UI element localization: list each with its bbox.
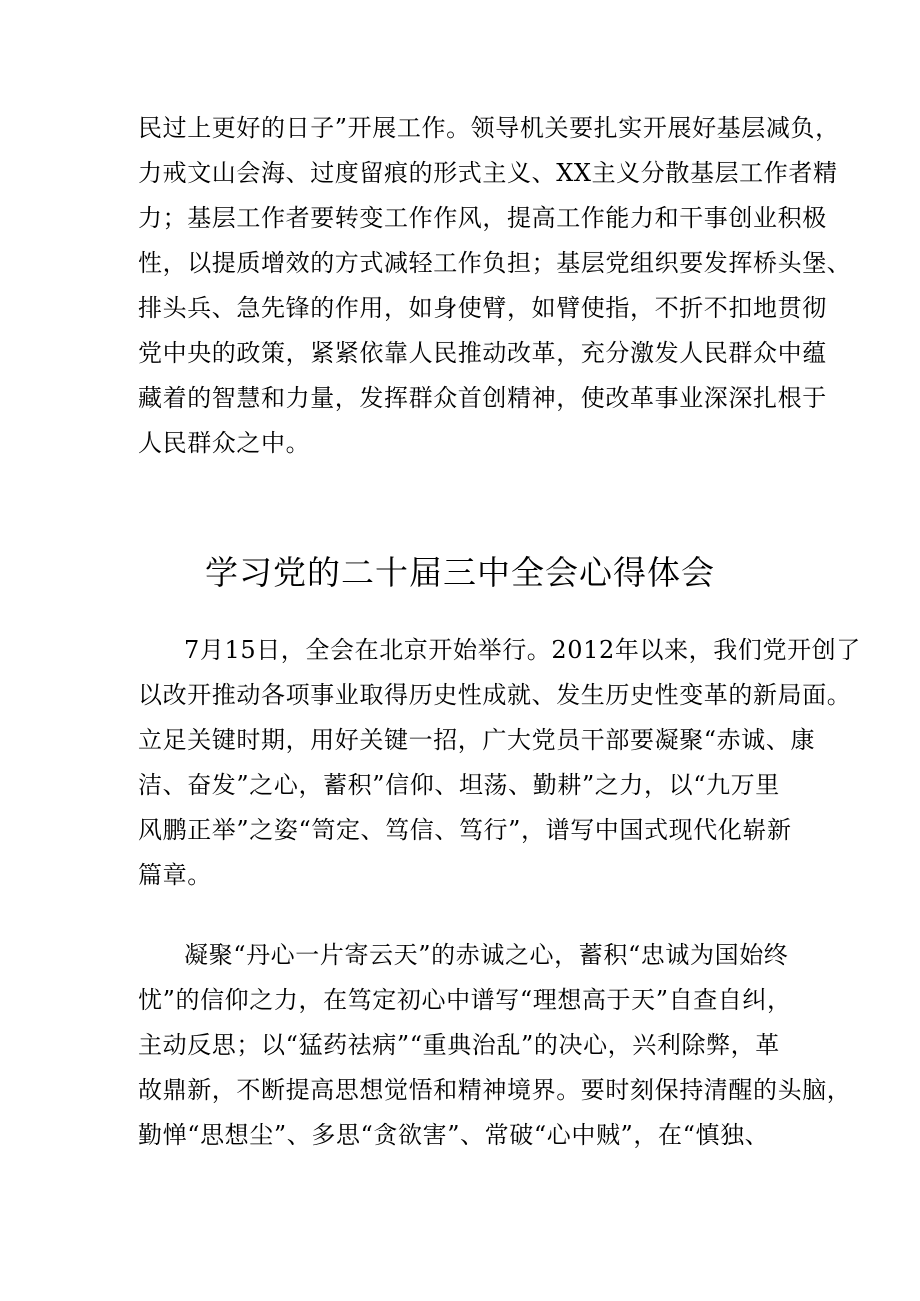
article-title: 学习党的二十届三中全会心得体会 <box>205 553 715 592</box>
paragraph1-line-1: 7月15日，全会在北京开始举行。2012年以来，我们党开创了 <box>184 636 861 664</box>
paragraph2-line-5: 勤惮“思想尘”、多思“贪欲害”、常破“心中贼”，在“慎独、 <box>138 1121 770 1149</box>
continuation-line-5: 排头兵、急先锋的作用，如身使臂，如臂使指，不折不扣地贯彻 <box>138 294 827 322</box>
continuation-line-3: 力；基层工作者要转变工作作风，提高工作能力和干事创业积极 <box>138 204 827 232</box>
paragraph2-line-4: 故鼎新，不断提高思想觉悟和精神境界。要时刻保持清醒的头脑， <box>138 1076 852 1104</box>
continuation-line-7: 藏着的智慧和力量，发挥群众首创精神，使改革事业深深扎根于 <box>138 384 827 412</box>
continuation-line-4: 性，以提质增效的方式减轻工作负担；基层党组织要发挥桥头堡、 <box>138 249 852 277</box>
paragraph1-line-4: 洁、奋发”之心，蓄积”信仰、坦荡、勤耕”之力，以“九万里 <box>138 771 780 799</box>
paragraph2-line-3: 主动反思；以“猛药祛病”“重典治乱”的决心，兴利除弊，革 <box>138 1031 780 1059</box>
paragraph1-line-3: 立足关键时期，用好关键一招，广大党员干部要凝聚“赤诚、康 <box>138 726 816 754</box>
continuation-line-2: 力戒文山会海、过度留痕的形式主义、XX主义分散基层工作者精 <box>138 159 838 187</box>
paragraph2-line-2: 忧”的信仰之力，在笃定初心中谱写“理想高于天”自查自纠， <box>138 986 792 1014</box>
continuation-line-1: 民过上更好的日子”开展工作。领导机关要扎实开展好基层减负， <box>138 114 840 142</box>
paragraph1-line-6: 篇章。 <box>138 861 212 889</box>
paragraph1-line-2: 以改开推动各项事业取得历史性成就、发生历史性变革的新局面。 <box>138 681 852 709</box>
paragraph1-line-5: 风鹏正举”之姿“笥定、笃信、笃行”，谱写中国式现代化崭新 <box>138 816 792 844</box>
continuation-line-6: 党中央的政策，紧紧依靠人民推动改革，充分激发人民群众中蕴 <box>138 339 827 367</box>
continuation-line-8: 人民群众之中。 <box>138 429 311 457</box>
paragraph2-line-1: 凝聚“丹心一片寄云天”的赤诚之心，蓄积“忠诚为国始终 <box>184 941 789 969</box>
